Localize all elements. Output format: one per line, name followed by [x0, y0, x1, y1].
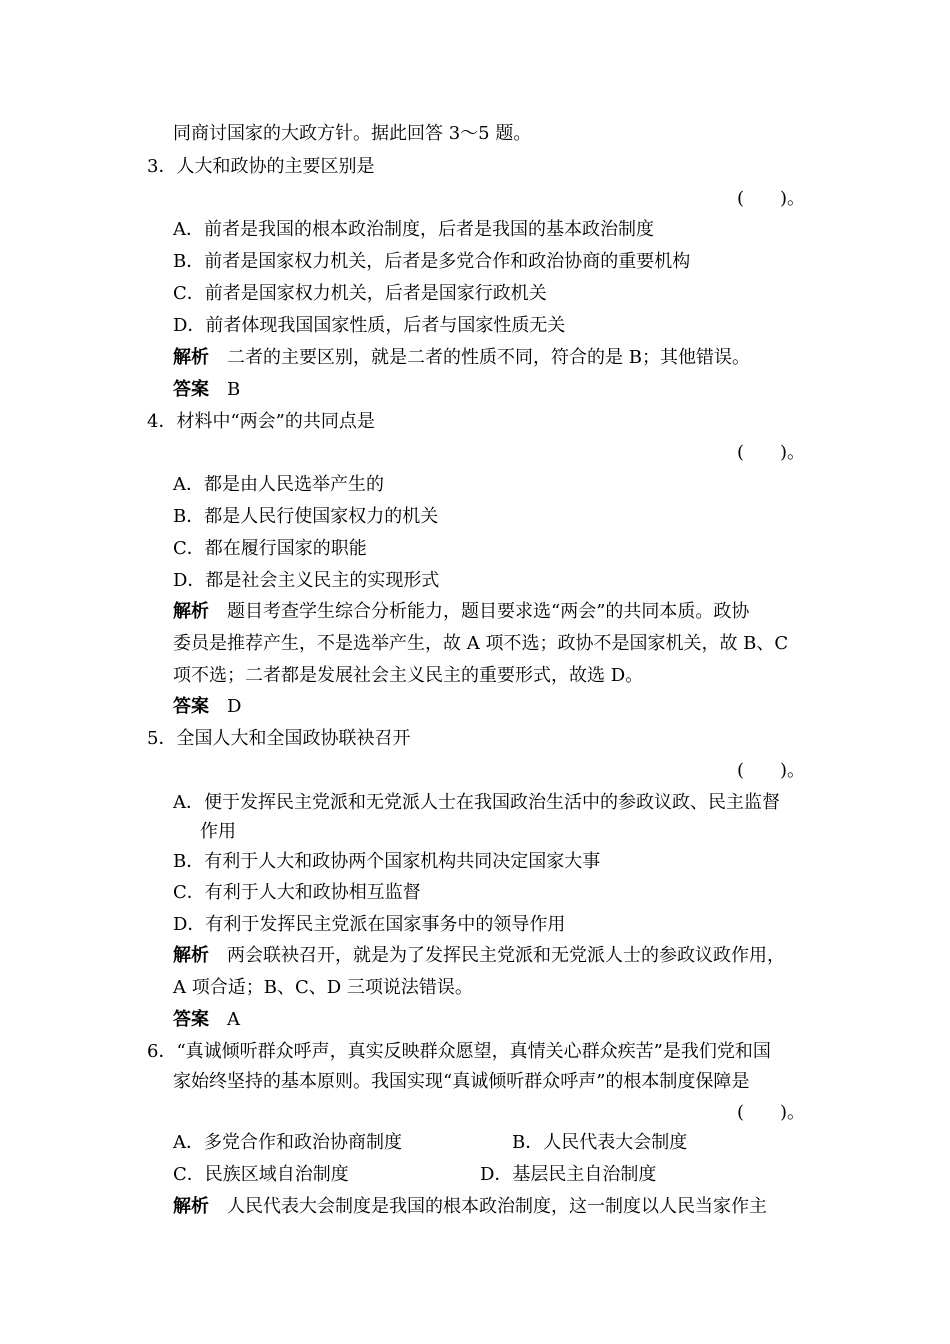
- intro-text: 同商讨国家的大政方针。据此回答 3～5 题。: [173, 123, 532, 144]
- q4-option-b: B．都是人民行使国家权力的机关: [173, 506, 439, 527]
- q3-answer-blank: ( )。: [737, 188, 806, 209]
- q4-analysis: [173, 600, 749, 624]
- q5-analysis: [173, 944, 785, 968]
- q4-answer: [173, 695, 241, 719]
- answer-label: 答案: [173, 696, 209, 717]
- q4-analysis-line-2: 委员是推荐产生，不是选举产生，故 A 项不选；政协不是国家机关，故 B、C: [173, 633, 789, 654]
- q3-option-d: D．前者体现我国国家性质，后者与国家性质无关: [173, 315, 566, 336]
- analysis-label: 解析: [173, 347, 209, 368]
- analysis-label: 解析: [173, 945, 209, 966]
- q4-option-c: C．都在履行国家的职能: [173, 538, 367, 559]
- q3-option-c: C．前者是国家权力机关，后者是国家行政机关: [173, 283, 547, 304]
- q5-option-d: D．有利于发挥民主党派在国家事务中的领导作用: [173, 914, 566, 935]
- answer-label: 答案: [173, 1009, 209, 1030]
- q5-option-b: B．有利于人大和政协两个国家机构共同决定国家大事: [173, 851, 601, 872]
- q3-stem: 3．人大和政协的主要区别是: [147, 156, 375, 177]
- q4-analysis-line-3: 项不选；二者都是发展社会主义民主的重要形式，故选 D。: [173, 665, 644, 686]
- q4-answer-blank: ( )。: [737, 442, 806, 463]
- q5-analysis-line-2: A 项合适；B、C、D 三项说法错误。: [173, 977, 473, 998]
- q4-analysis-line-1: 题目考查学生综合分析能力，题目要求选“两会”的共同本质。政协: [227, 601, 750, 622]
- q6-option-b: B．人民代表大会制度: [512, 1132, 688, 1153]
- analysis-label: 解析: [173, 1196, 209, 1217]
- q6-option-c: C．民族区域自治制度: [173, 1164, 349, 1185]
- q3-analysis: [173, 346, 750, 370]
- q5-option-a-cont: 作用: [200, 821, 236, 842]
- q6-analysis: [173, 1195, 767, 1219]
- q5-analysis-line-1: 两会联袂召开，就是为了发挥民主党派和无党派人士的参政议政作用，: [227, 945, 785, 966]
- answer-label: 答案: [173, 379, 209, 400]
- q5-option-c: C．有利于人大和政协相互监督: [173, 882, 421, 903]
- q3-answer-value: B: [227, 379, 241, 400]
- q5-option-a: A．便于发挥民主党派和无党派人士在我国政治生活中的参政议政、民主监督: [173, 792, 780, 813]
- q4-answer-value: D: [227, 696, 242, 717]
- q5-answer-value: A: [227, 1009, 240, 1030]
- q6-option-d: D．基层民主自治制度: [480, 1164, 657, 1185]
- q3-answer: [173, 378, 240, 402]
- q3-option-a: A．前者是我国的根本政治制度，后者是我国的基本政治制度: [173, 219, 654, 240]
- q5-stem: 5．全国人大和全国政协联袂召开: [147, 728, 411, 749]
- q4-option-d: D．都是社会主义民主的实现形式: [173, 570, 440, 591]
- q6-analysis-text: 人民代表大会制度是我国的根本政治制度，这一制度以人民当家作主: [227, 1196, 767, 1217]
- q3-analysis-text: 二者的主要区别，就是二者的性质不同，符合的是 B；其他错误。: [227, 347, 750, 368]
- q4-option-a: A．都是由人民选举产生的: [173, 474, 384, 495]
- q4-stem: 4．材料中“两会”的共同点是: [147, 411, 375, 432]
- q5-answer-blank: ( )。: [737, 760, 806, 781]
- analysis-label: 解析: [173, 601, 209, 622]
- q6-answer-blank: ( )。: [737, 1102, 806, 1123]
- q6-stem-line-2: 家始终坚持的基本原则。我国实现“真诚倾听群众呼声”的根本制度保障是: [173, 1071, 750, 1092]
- q3-option-b: B．前者是国家权力机关，后者是多党合作和政治协商的重要机构: [173, 251, 691, 272]
- q5-answer: [173, 1008, 240, 1032]
- q6-option-a: A．多党合作和政治协商制度: [173, 1132, 402, 1153]
- q6-stem-line-1: 6．“真诚倾听群众呼声，真实反映群众愿望，真情关心群众疾苦”是我们党和国: [147, 1041, 771, 1062]
